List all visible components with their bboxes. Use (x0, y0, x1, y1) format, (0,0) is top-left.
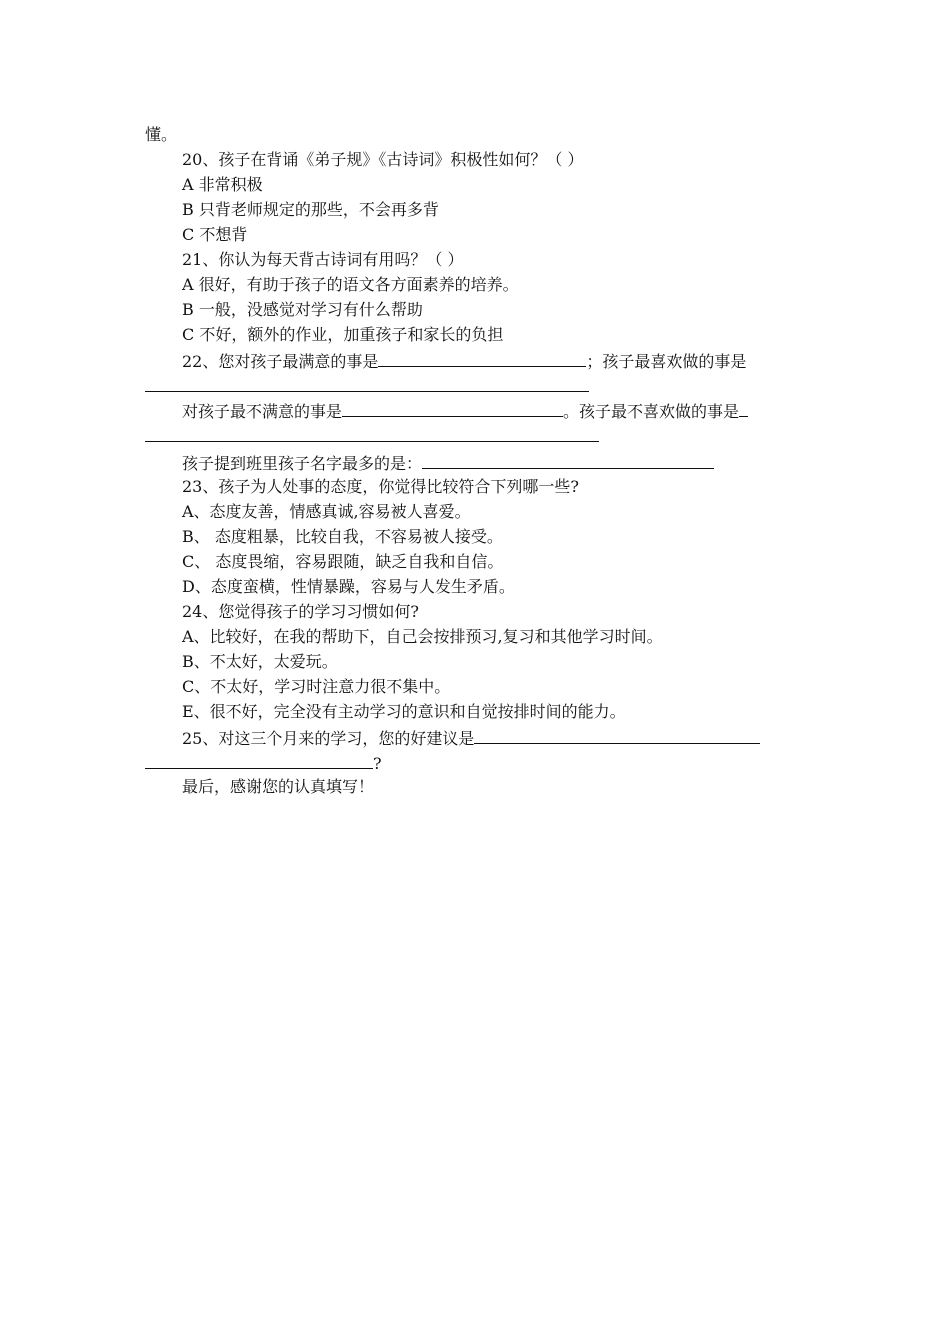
answer-line (145, 374, 589, 396)
text-line: 懂。 (145, 125, 178, 144)
option-21a: A 很好，有助于孩子的语文各方面素养的培养。 (182, 275, 519, 294)
option-24e: E、很不好，完全没有主动学习的意识和自觉按排时间的能力。 (182, 702, 626, 721)
answer-line (145, 751, 382, 773)
question-22-text: 。孩子最不喜欢做的事是 (563, 402, 740, 421)
question-24: 24、您觉得孩子的学习习惯如何? (182, 602, 419, 621)
question-22-line1 (182, 349, 746, 371)
answer-blank (739, 399, 748, 417)
option-20a: A 非常积极 (182, 175, 263, 194)
option-24a: A、比较好，在我的帮助下，自己会按排预习,复习和其他学习时间。 (182, 627, 663, 646)
question-22-text: 22、您对孩子最满意的事是 (182, 352, 379, 371)
answer-blank (378, 349, 586, 367)
question-23: 23、孩子为人处事的态度，你觉得比较符合下列哪一些? (182, 477, 579, 496)
question-21: 21、你认为每天背古诗词有用吗？（ ） (182, 250, 464, 269)
question-22-line3 (182, 451, 714, 473)
closing-text: 最后，感谢您的认真填写！ (182, 777, 375, 796)
question-22-text: ；孩子最喜欢做的事是 (586, 352, 747, 371)
question-22-text: 对孩子最不满意的事是 (182, 402, 343, 421)
question-25-text: 25、对这三个月来的学习，您的好建议是 (182, 729, 475, 748)
answer-blank (474, 726, 760, 744)
answer-blank (145, 751, 373, 769)
answer-line (145, 424, 599, 446)
option-20c: C 不想背 (182, 225, 248, 244)
question-25 (182, 726, 760, 748)
option-24c: C、不太好，学习时注意力很不集中。 (182, 677, 451, 696)
question-mark: ? (373, 754, 382, 773)
option-23b: B、 态度粗暴，比较自我，不容易被人接受。 (182, 527, 503, 546)
question-20: 20、孩子在背诵《弟子规》《古诗词》积极性如何？（ ） (182, 150, 584, 169)
option-23a: A、态度友善，情感真诚,容易被人喜爱。 (182, 502, 471, 521)
question-22-line2 (182, 399, 748, 421)
answer-blank (342, 399, 563, 417)
answer-blank (422, 451, 714, 469)
question-22-text: 孩子提到班里孩子名字最多的是： (182, 454, 423, 473)
option-20b: B 只背老师规定的那些，不会再多背 (182, 200, 439, 219)
option-24b: B、不太好，太爱玩。 (182, 652, 338, 671)
option-23c: C、 态度畏缩，容易跟随，缺乏自我和自信。 (182, 552, 504, 571)
option-21b: B 一般，没感觉对学习有什么帮助 (182, 300, 423, 319)
answer-blank (145, 374, 589, 392)
option-21c: C 不好，额外的作业，加重孩子和家长的负担 (182, 325, 504, 344)
answer-blank (145, 424, 599, 442)
option-23d: D、态度蛮横，性情暴躁，容易与人发生矛盾。 (182, 577, 515, 596)
